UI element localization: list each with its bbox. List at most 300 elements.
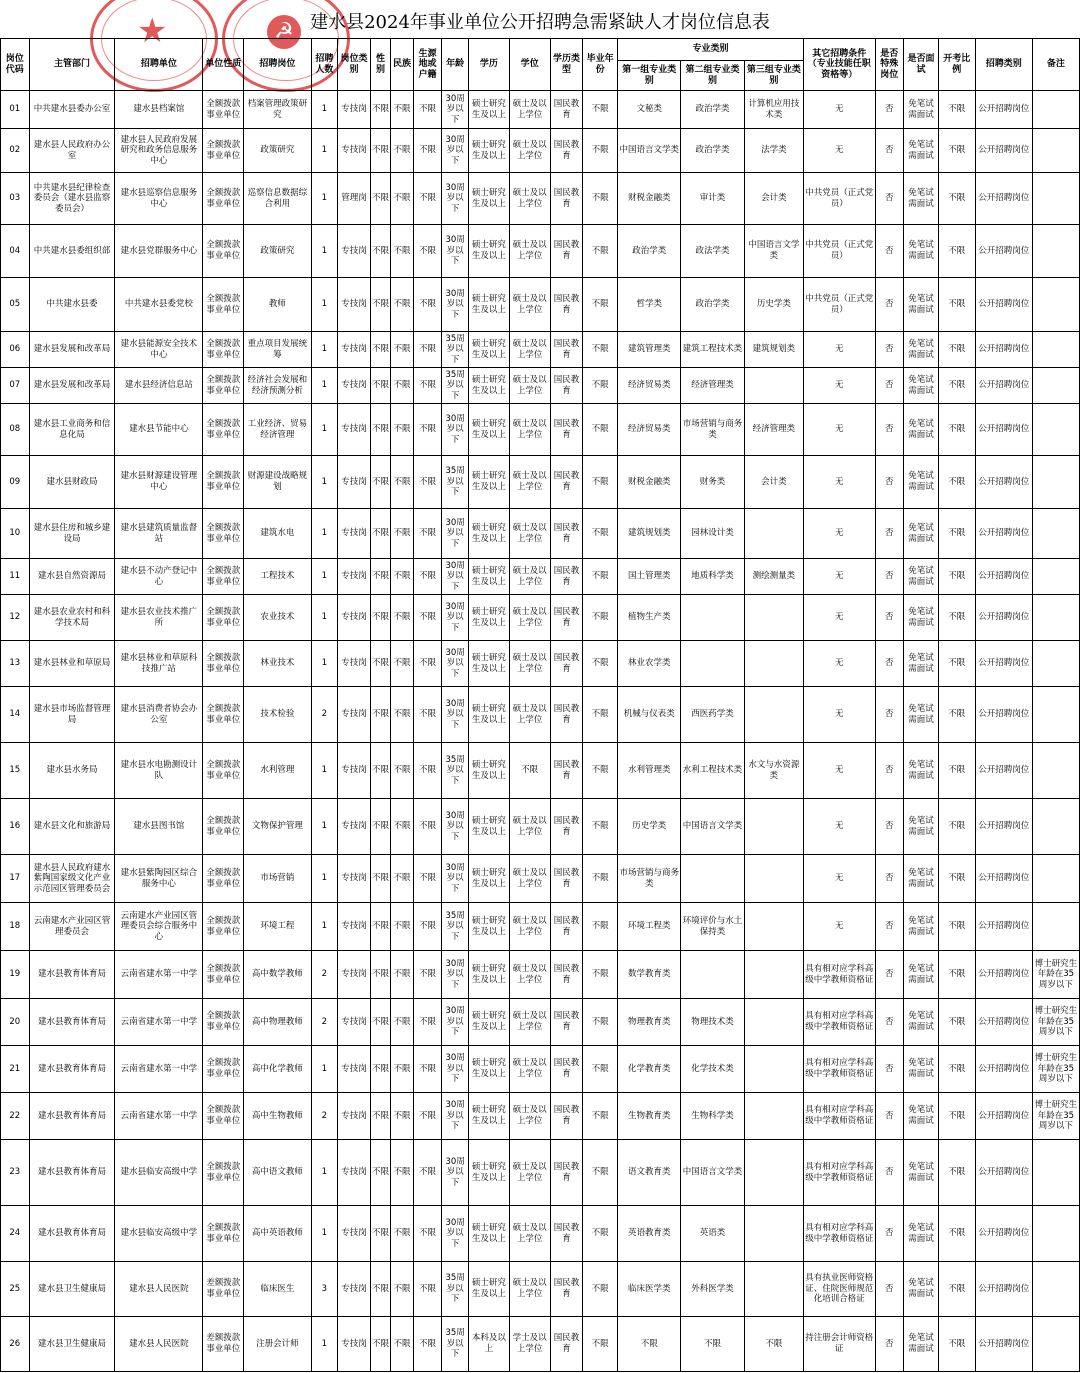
cell-sex: 不限	[370, 173, 390, 225]
cell-origin: 不限	[413, 687, 442, 743]
cell-ethnic: 不限	[391, 509, 413, 559]
cell-grad: 不限	[583, 332, 618, 368]
cell-degree: 不限	[509, 743, 550, 799]
cell-num: 2	[311, 1093, 338, 1140]
header-major[interactable]: 专业类别	[618, 39, 804, 61]
cell-ethnic: 不限	[391, 225, 413, 278]
cell-degree: 硕士及以上学位	[509, 999, 550, 1046]
cell-m3: 法学类	[744, 129, 803, 173]
cell-recruit: 公开招聘岗位	[975, 456, 1032, 509]
cell-m3: 经济管理类	[744, 404, 803, 456]
cell-m2: 政治学类	[681, 129, 744, 173]
cell-study: 国民教育	[550, 1093, 583, 1140]
cell-recruit: 公开招聘岗位	[975, 559, 1032, 595]
cell-dept: 建水县林业和草原局	[29, 641, 115, 687]
cell-m3	[744, 799, 803, 855]
cell-ratio: 不限	[938, 999, 975, 1046]
cell-age: 35周岁以下	[442, 743, 469, 799]
header-grad[interactable]: 毕业年份	[583, 39, 618, 91]
cell-degree: 硕士及以上学位	[509, 129, 550, 173]
cell-dept: 建水县教育体育局	[29, 951, 115, 999]
cell-ratio: 不限	[938, 903, 975, 951]
cell-edu: 硕士研究生及以上	[468, 278, 509, 332]
cell-interview: 免笔试需面试	[904, 595, 939, 641]
cell-dept: 中共建水县委组织部	[29, 225, 115, 278]
cell-edu: 硕士研究生及以上	[468, 1262, 509, 1317]
header-note[interactable]: 备注	[1032, 39, 1079, 91]
cell-ratio: 不限	[938, 595, 975, 641]
cell-sex: 不限	[370, 129, 390, 173]
cell-dept: 建水县水务局	[29, 743, 115, 799]
cell-code: 26	[1, 1317, 30, 1372]
cell-study: 国民教育	[550, 1262, 583, 1317]
cell-edu: 硕士研究生及以上	[468, 999, 509, 1046]
cell-ratio: 不限	[938, 91, 975, 129]
header-major-1[interactable]: 第一组专业类别	[618, 61, 681, 91]
cell-ethnic: 不限	[391, 799, 413, 855]
cell-nature: 全额拨款事业单位	[203, 509, 244, 559]
cell-edu: 硕士研究生及以上	[468, 368, 509, 404]
cell-type: 专技岗	[338, 1140, 371, 1206]
cell-post: 教师	[244, 278, 311, 332]
cell-edu: 硕士研究生及以上	[468, 225, 509, 278]
cell-interview: 免笔试需面试	[904, 129, 939, 173]
cell-num: 1	[311, 855, 338, 903]
table-row	[1, 595, 1080, 641]
cell-sex: 不限	[370, 903, 390, 951]
cell-m2	[681, 855, 744, 903]
cell-code: 20	[1, 999, 30, 1046]
cell-ratio: 不限	[938, 1317, 975, 1372]
cell-nature: 全额拨款事业单位	[203, 1140, 244, 1206]
cell-edu: 硕士研究生及以上	[468, 1093, 509, 1140]
cell-other: 无	[803, 129, 875, 173]
cell-other: 无	[803, 903, 875, 951]
cell-m1: 市场营销与商务类	[618, 855, 681, 903]
header-sex[interactable]: 性别	[370, 39, 390, 91]
cell-sex: 不限	[370, 368, 390, 404]
header-degree[interactable]: 学位	[509, 39, 550, 91]
cell-edu: 硕士研究生及以上	[468, 91, 509, 129]
header-edu[interactable]: 学历	[468, 39, 509, 91]
cell-post: 文物保护管理	[244, 799, 311, 855]
cell-recruit: 公开招聘岗位	[975, 1093, 1032, 1140]
cell-m3	[744, 509, 803, 559]
cell-unit: 云南省建水第一中学	[115, 951, 203, 999]
cell-dept: 建水县教育体育局	[29, 1140, 115, 1206]
cell-grad: 不限	[583, 278, 618, 332]
cell-unit: 建水县能源安全技术中心	[115, 332, 203, 368]
cell-origin: 不限	[413, 1317, 442, 1372]
cell-other: 具有相对应学科高级中学教师资格证	[803, 1206, 875, 1262]
cell-code: 09	[1, 456, 30, 509]
cell-recruit: 公开招聘岗位	[975, 1046, 1032, 1093]
cell-m2: 生物科学类	[681, 1093, 744, 1140]
cell-origin: 不限	[413, 855, 442, 903]
cell-study: 国民教育	[550, 129, 583, 173]
cell-grad: 不限	[583, 855, 618, 903]
cell-num: 2	[311, 951, 338, 999]
cell-ethnic: 不限	[391, 173, 413, 225]
cell-post: 高中化学教师	[244, 1046, 311, 1093]
cell-ratio: 不限	[938, 855, 975, 903]
cell-special: 否	[875, 1262, 904, 1317]
cell-recruit: 公开招聘岗位	[975, 129, 1032, 173]
table-row	[1, 129, 1080, 173]
header-special[interactable]: 是否特殊岗位	[875, 39, 904, 91]
cell-dept: 云南建水产业园区管理委员会	[29, 903, 115, 951]
header-interview[interactable]: 是否面试	[904, 39, 939, 91]
cell-ratio: 不限	[938, 225, 975, 278]
cell-other: 无	[803, 799, 875, 855]
cell-dept: 建水县文化和旅游局	[29, 799, 115, 855]
cell-nature: 全额拨款事业单位	[203, 595, 244, 641]
cell-interview: 免笔试需面试	[904, 903, 939, 951]
cell-interview: 免笔试需面试	[904, 1046, 939, 1093]
cell-code: 19	[1, 951, 30, 999]
cell-grad: 不限	[583, 404, 618, 456]
cell-origin: 不限	[413, 1093, 442, 1140]
cell-interview: 免笔试需面试	[904, 509, 939, 559]
cell-ethnic: 不限	[391, 1262, 413, 1317]
cell-m1: 文秘类	[618, 91, 681, 129]
cell-special: 否	[875, 559, 904, 595]
cell-type: 专技岗	[338, 951, 371, 999]
cell-edu: 硕士研究生及以上	[468, 641, 509, 687]
cell-post: 建筑水电	[244, 509, 311, 559]
cell-type: 专技岗	[338, 743, 371, 799]
cell-type: 专技岗	[338, 509, 371, 559]
cell-interview: 免笔试需面试	[904, 951, 939, 999]
cell-grad: 不限	[583, 225, 618, 278]
cell-ethnic: 不限	[391, 999, 413, 1046]
cell-code: 01	[1, 91, 30, 129]
cell-recruit: 公开招聘岗位	[975, 903, 1032, 951]
cell-post: 高中语文教师	[244, 1140, 311, 1206]
cell-other: 无	[803, 641, 875, 687]
cell-m2: 中国语言文学类	[681, 799, 744, 855]
cell-code: 22	[1, 1093, 30, 1140]
header-major-3[interactable]: 第三组专业类别	[744, 61, 803, 91]
cell-post: 政策研究	[244, 129, 311, 173]
table-row	[1, 1093, 1080, 1140]
cell-num: 1	[311, 903, 338, 951]
header-recruit[interactable]: 招聘类别	[975, 39, 1032, 91]
cell-ratio: 不限	[938, 129, 975, 173]
cell-m1: 经济贸易类	[618, 368, 681, 404]
cell-note	[1032, 278, 1079, 332]
cell-grad: 不限	[583, 903, 618, 951]
cell-study: 国民教育	[550, 559, 583, 595]
cell-num: 2	[311, 999, 338, 1046]
cell-post: 高中物理教师	[244, 999, 311, 1046]
cell-origin: 不限	[413, 1046, 442, 1093]
cell-other: 无	[803, 509, 875, 559]
cell-m2: 水利工程技术类	[681, 743, 744, 799]
page-title: 建水县2024年事业单位公开招聘急需紧缺人才岗位信息表	[310, 12, 770, 33]
cell-unit: 建水县林业和草原科技推广站	[115, 641, 203, 687]
cell-type: 专技岗	[338, 404, 371, 456]
cell-ratio: 不限	[938, 173, 975, 225]
cell-m3	[744, 951, 803, 999]
header-type[interactable]: 岗位类别	[338, 39, 371, 91]
cell-num: 1	[311, 1317, 338, 1372]
cell-age: 30周岁以下	[442, 1093, 469, 1140]
cell-nature: 全额拨款事业单位	[203, 368, 244, 404]
cell-ethnic: 不限	[391, 456, 413, 509]
cell-dept: 建水县教育体育局	[29, 1206, 115, 1262]
cell-recruit: 公开招聘岗位	[975, 999, 1032, 1046]
cell-recruit: 公开招聘岗位	[975, 404, 1032, 456]
cell-m2: 英语类	[681, 1206, 744, 1262]
cell-other: 具有相对应学科高级中学教师资格证	[803, 1046, 875, 1093]
cell-other: 无	[803, 743, 875, 799]
cell-other: 无	[803, 91, 875, 129]
cell-ethnic: 不限	[391, 1317, 413, 1372]
cell-grad: 不限	[583, 509, 618, 559]
cell-ratio: 不限	[938, 1262, 975, 1317]
cell-unit: 云南省建水第一中学	[115, 1093, 203, 1140]
header-post[interactable]: 招聘岗位	[244, 39, 311, 91]
cell-study: 国民教育	[550, 173, 583, 225]
cell-note	[1032, 903, 1079, 951]
cell-num: 1	[311, 368, 338, 404]
cell-grad: 不限	[583, 91, 618, 129]
cell-m2: 不限	[681, 1317, 744, 1372]
cell-special: 否	[875, 743, 904, 799]
cell-post: 政策研究	[244, 225, 311, 278]
cell-sex: 不限	[370, 509, 390, 559]
cell-origin: 不限	[413, 799, 442, 855]
header-other[interactable]: 其它招聘条件（专业技能任职资格等）	[803, 39, 875, 91]
cell-note	[1032, 404, 1079, 456]
cell-nature: 差额拨款事业单位	[203, 1262, 244, 1317]
cell-ratio: 不限	[938, 1093, 975, 1140]
cell-degree: 硕士及以上学位	[509, 799, 550, 855]
header-origin[interactable]: 生源地或户籍	[413, 39, 442, 91]
cell-type: 专技岗	[338, 91, 371, 129]
cell-degree: 硕士及以上学位	[509, 1140, 550, 1206]
cell-unit: 建水县财源建设管理中心	[115, 456, 203, 509]
cell-degree: 硕士及以上学位	[509, 855, 550, 903]
cell-unit: 建水县图书馆	[115, 799, 203, 855]
cell-interview: 免笔试需面试	[904, 743, 939, 799]
table-row	[1, 509, 1080, 559]
cell-ethnic: 不限	[391, 129, 413, 173]
cell-num: 1	[311, 743, 338, 799]
cell-sex: 不限	[370, 91, 390, 129]
cell-m3	[744, 595, 803, 641]
cell-study: 国民教育	[550, 799, 583, 855]
cell-nature: 全额拨款事业单位	[203, 129, 244, 173]
header-nature[interactable]: 单位性质	[203, 39, 244, 91]
cell-nature: 全额拨款事业单位	[203, 799, 244, 855]
cell-unit: 建水县人民医院	[115, 1317, 203, 1372]
cell-edu: 本科及以上	[468, 1317, 509, 1372]
cell-num: 1	[311, 1140, 338, 1206]
cell-sex: 不限	[370, 641, 390, 687]
cell-note	[1032, 368, 1079, 404]
cell-nature: 全额拨款事业单位	[203, 687, 244, 743]
cell-origin: 不限	[413, 595, 442, 641]
cell-m1: 物理教育类	[618, 999, 681, 1046]
cell-unit: 建水县经济信息站	[115, 368, 203, 404]
cell-study: 国民教育	[550, 1206, 583, 1262]
cell-edu: 硕士研究生及以上	[468, 799, 509, 855]
cell-sex: 不限	[370, 1206, 390, 1262]
cell-note	[1032, 1317, 1079, 1372]
cell-special: 否	[875, 799, 904, 855]
cell-sex: 不限	[370, 1140, 390, 1206]
cell-age: 30周岁以下	[442, 91, 469, 129]
cell-note	[1032, 595, 1079, 641]
cell-m2: 政治学类	[681, 278, 744, 332]
cell-nature: 全额拨款事业单位	[203, 743, 244, 799]
header-code[interactable]: 岗位代码	[1, 39, 30, 91]
header-num[interactable]: 招聘人数	[311, 39, 338, 91]
cell-post: 经济社会发展和经济预测分析	[244, 368, 311, 404]
cell-study: 国民教育	[550, 903, 583, 951]
cell-grad: 不限	[583, 1046, 618, 1093]
cell-interview: 免笔试需面试	[904, 687, 939, 743]
cell-grad: 不限	[583, 129, 618, 173]
cell-m2: 政治学类	[681, 91, 744, 129]
cell-unit: 建水县临安高级中学	[115, 1140, 203, 1206]
cell-grad: 不限	[583, 641, 618, 687]
cell-study: 国民教育	[550, 225, 583, 278]
cell-post: 水利管理	[244, 743, 311, 799]
cell-nature: 全额拨款事业单位	[203, 641, 244, 687]
cell-post: 环境工程	[244, 903, 311, 951]
cell-grad: 不限	[583, 687, 618, 743]
cell-edu: 硕士研究生及以上	[468, 559, 509, 595]
cell-degree: 硕士及以上学位	[509, 1046, 550, 1093]
header-dept[interactable]: 主管部门	[29, 39, 115, 91]
cell-study: 国民教育	[550, 855, 583, 903]
cell-type: 专技岗	[338, 1046, 371, 1093]
header-ratio[interactable]: 开考比例	[938, 39, 975, 91]
cell-note	[1032, 559, 1079, 595]
cell-special: 否	[875, 91, 904, 129]
cell-m1: 林业农学类	[618, 641, 681, 687]
cell-note	[1032, 1140, 1079, 1206]
cell-study: 国民教育	[550, 687, 583, 743]
cell-num: 1	[311, 278, 338, 332]
table-row	[1, 404, 1080, 456]
header-age[interactable]: 年龄	[442, 39, 469, 91]
cell-other: 具有相对应学科高级中学教师资格证	[803, 1140, 875, 1206]
cell-study: 国民教育	[550, 999, 583, 1046]
cell-special: 否	[875, 368, 904, 404]
cell-origin: 不限	[413, 225, 442, 278]
cell-nature: 全额拨款事业单位	[203, 332, 244, 368]
cell-grad: 不限	[583, 559, 618, 595]
cell-dept: 建水县自然资源局	[29, 559, 115, 595]
cell-other: 无	[803, 332, 875, 368]
cell-recruit: 公开招聘岗位	[975, 91, 1032, 129]
cell-dept: 建水县发展和改革局	[29, 368, 115, 404]
cell-ratio: 不限	[938, 951, 975, 999]
cell-num: 3	[311, 1262, 338, 1317]
cell-age: 30周岁以下	[442, 173, 469, 225]
cell-type: 管理岗	[338, 173, 371, 225]
cell-m3	[744, 1262, 803, 1317]
cell-code: 14	[1, 687, 30, 743]
cell-num: 1	[311, 559, 338, 595]
cell-recruit: 公开招聘岗位	[975, 1206, 1032, 1262]
cell-type: 专技岗	[338, 368, 371, 404]
cell-m2: 财务类	[681, 456, 744, 509]
cell-grad: 不限	[583, 368, 618, 404]
cell-m2: 审计类	[681, 173, 744, 225]
cell-age: 30周岁以下	[442, 1046, 469, 1093]
cell-edu: 硕士研究生及以上	[468, 1046, 509, 1093]
cell-m1: 中国语言文学类	[618, 129, 681, 173]
cell-note	[1032, 641, 1079, 687]
cell-unit: 建水县巡察信息服务中心	[115, 173, 203, 225]
cell-edu: 硕士研究生及以上	[468, 129, 509, 173]
cell-note	[1032, 855, 1079, 903]
cell-nature: 全额拨款事业单位	[203, 404, 244, 456]
cell-interview: 免笔试需面试	[904, 1140, 939, 1206]
cell-m2: 化学技术类	[681, 1046, 744, 1093]
cell-m3	[744, 1046, 803, 1093]
table-row	[1, 1206, 1080, 1262]
cell-sex: 不限	[370, 799, 390, 855]
cell-recruit: 公开招聘岗位	[975, 799, 1032, 855]
cell-m2: 中国语言文学类	[681, 1140, 744, 1206]
header-study[interactable]: 学历类型	[550, 39, 583, 91]
cell-code: 07	[1, 368, 30, 404]
cell-type: 专技岗	[338, 225, 371, 278]
cell-post: 重点项目发展统筹	[244, 332, 311, 368]
table-row	[1, 456, 1080, 509]
header-unit[interactable]: 招聘单位	[115, 39, 203, 91]
cell-m2: 市场营销与商务类	[681, 404, 744, 456]
cell-age: 30周岁以下	[442, 1206, 469, 1262]
cell-unit: 建水县人民政府发展研究和政务信息服务中心	[115, 129, 203, 173]
cell-m2: 经济管理类	[681, 368, 744, 404]
header-ethnic[interactable]: 民族	[391, 39, 413, 91]
cell-degree: 硕士及以上学位	[509, 687, 550, 743]
cell-dept: 中共建水县纪律检查委员会（建水县监察委员会）	[29, 173, 115, 225]
cell-m3	[744, 903, 803, 951]
table-row	[1, 1140, 1080, 1206]
cell-m1: 建筑规划类	[618, 509, 681, 559]
cell-m1: 水利管理类	[618, 743, 681, 799]
cell-study: 国民教育	[550, 743, 583, 799]
table-row	[1, 743, 1080, 799]
header-major-2[interactable]: 第二组专业类别	[681, 61, 744, 91]
cell-ratio: 不限	[938, 368, 975, 404]
cell-type: 专技岗	[338, 799, 371, 855]
cell-age: 30周岁以下	[442, 687, 469, 743]
cell-nature: 全额拨款事业单位	[203, 456, 244, 509]
cell-interview: 免笔试需面试	[904, 368, 939, 404]
cell-sex: 不限	[370, 332, 390, 368]
cell-m3: 建筑规划类	[744, 332, 803, 368]
cell-origin: 不限	[413, 743, 442, 799]
cell-recruit: 公开招聘岗位	[975, 951, 1032, 999]
cell-nature: 全额拨款事业单位	[203, 951, 244, 999]
cell-post: 档案管理政策研究	[244, 91, 311, 129]
cell-age: 30周岁以下	[442, 999, 469, 1046]
cell-m2	[681, 641, 744, 687]
cell-num: 1	[311, 1206, 338, 1262]
cell-num: 1	[311, 509, 338, 559]
cell-type: 专技岗	[338, 278, 371, 332]
cell-type: 专技岗	[338, 687, 371, 743]
